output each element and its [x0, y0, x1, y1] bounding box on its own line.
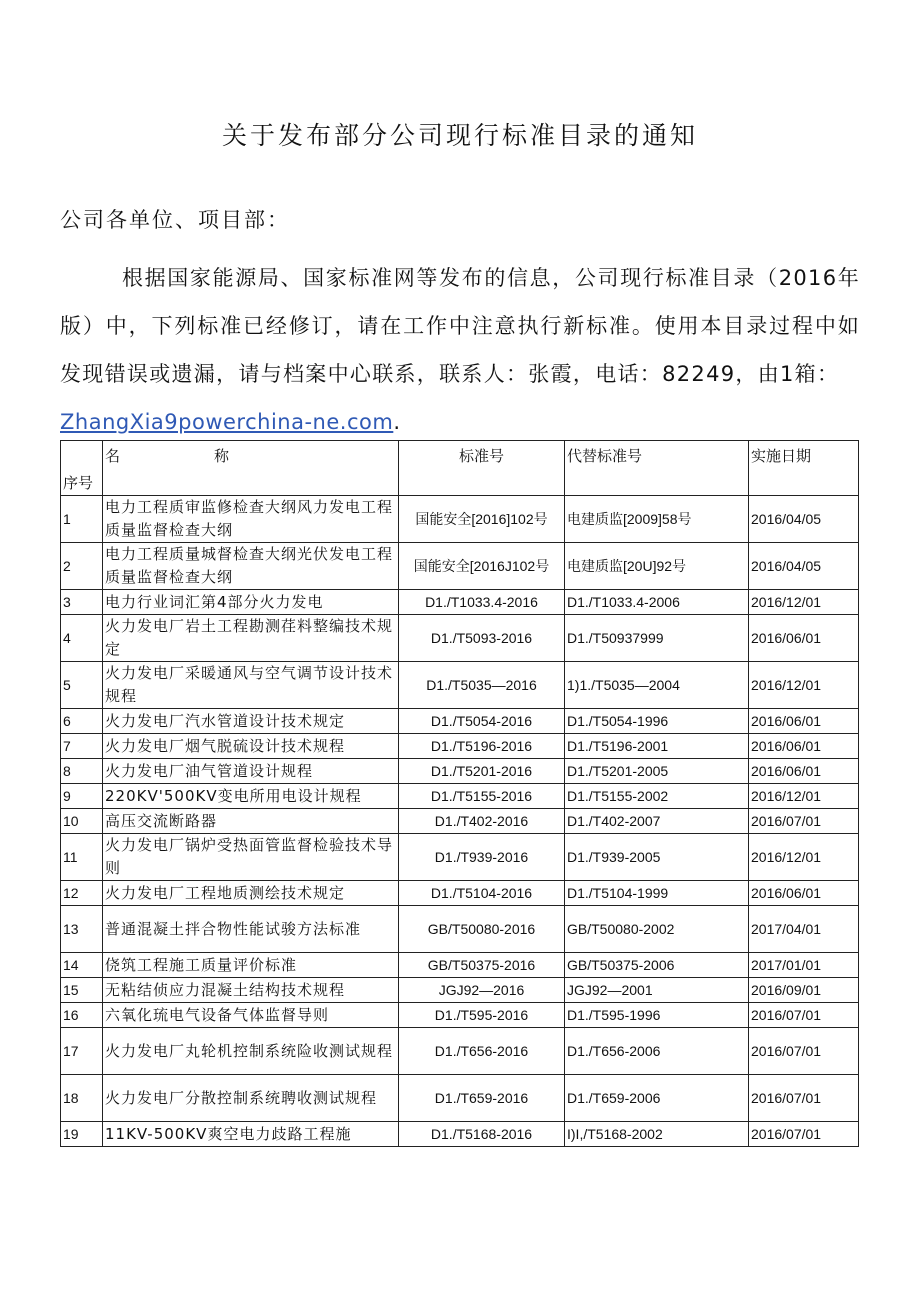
cell-name: 火力发电厂汽水管道设计技术规定	[103, 709, 399, 734]
cell-effective-date: 2016/12/01	[749, 590, 859, 615]
cell-name: 电力行业词汇第4部分火力发电	[103, 590, 399, 615]
cell-effective-date: 2016/09/01	[749, 978, 859, 1003]
cell-standard-no: D1./T5104-2016	[399, 881, 565, 906]
table-row	[61, 1075, 859, 1122]
cell-seq: 15	[61, 978, 103, 1003]
standards-table	[60, 440, 859, 1147]
cell-name: 侥筑工程施工质量评价标准	[103, 953, 399, 978]
cell-name: 普通混凝土拌合物性能试骏方法标准	[103, 906, 399, 953]
cell-effective-date: 2016/07/01	[749, 809, 859, 834]
cell-seq: 12	[61, 881, 103, 906]
cell-replaced-no: D1./T5196-2001	[565, 734, 749, 759]
cell-standard-no: D1./T5155-2016	[399, 784, 565, 809]
cell-replaced-no: JGJ92—2001	[565, 978, 749, 1003]
cell-replaced-no: D1./T1033.4-2006	[565, 590, 749, 615]
cell-seq: 5	[61, 662, 103, 709]
table-header-row	[61, 441, 859, 496]
table-row	[61, 1003, 859, 1028]
table-row	[61, 881, 859, 906]
cell-effective-date: 2016/12/01	[749, 784, 859, 809]
cell-effective-date: 2016/12/01	[749, 834, 859, 881]
cell-name: 无粘结侦应力混凝土结构技术规程	[103, 978, 399, 1003]
cell-seq: 7	[61, 734, 103, 759]
cell-name: 火力发电厂丸轮机控制系统险收测试规程	[103, 1028, 399, 1075]
notice-text: 根据国家能源局、国家标准网等发布的信息，公司现行标准目录（2016年版）中，下列标准已经修订，请在工作中注意执行新标准。使用本目录过程中如发现错误或遗漏，请与档案中心联系，联系人：张霞，电话：82249，由1箱：	[60, 266, 860, 386]
cell-name: 火力发电厂油气管道设计规程	[103, 759, 399, 784]
cell-effective-date: 2016/06/01	[749, 734, 859, 759]
cell-seq: 6	[61, 709, 103, 734]
header-name	[103, 441, 399, 496]
cell-standard-no: D1./T402-2016	[399, 809, 565, 834]
cell-name: 火力发电厂岩土工程勘测荏料整编技术规定	[103, 615, 399, 662]
cell-seq: 16	[61, 1003, 103, 1028]
cell-replaced-no: D1./T402-2007	[565, 809, 749, 834]
cell-standard-no: D1./T5196-2016	[399, 734, 565, 759]
table-row	[61, 906, 859, 953]
cell-standard-no: GB/T50080-2016	[399, 906, 565, 953]
table-row	[61, 662, 859, 709]
table-row	[61, 1122, 859, 1147]
cell-replaced-no: D1./T656-2006	[565, 1028, 749, 1075]
header-name-part-2: 称	[214, 447, 230, 465]
cell-name: 11KV-500KV爽空电力歧路工程施	[103, 1122, 399, 1147]
cell-replaced-no: D1./T5201-2005	[565, 759, 749, 784]
cell-name: 火力发电厂分散控制系统聘收测试规程	[103, 1075, 399, 1122]
cell-replaced-no: GB/T50080-2002	[565, 906, 749, 953]
cell-seq: 4	[61, 615, 103, 662]
cell-effective-date: 2017/04/01	[749, 906, 859, 953]
cell-effective-date: 2016/06/01	[749, 709, 859, 734]
cell-effective-date: 2016/07/01	[749, 1028, 859, 1075]
cell-standard-no: D1./T939-2016	[399, 834, 565, 881]
header-replaced-no: 代替标准号	[565, 441, 749, 496]
table-row	[61, 978, 859, 1003]
cell-name: 电力工程质审监修检查大纲风力发电工程质量监督检查大纲	[103, 496, 399, 543]
notice-paragraph	[60, 254, 860, 446]
table-row	[61, 496, 859, 543]
cell-name: 火力发电厂烟气脱硫设计技术规程	[103, 734, 399, 759]
table-row	[61, 784, 859, 809]
table-row	[61, 759, 859, 784]
cell-replaced-no: D1./T5155-2002	[565, 784, 749, 809]
cell-standard-no: D1./T5201-2016	[399, 759, 565, 784]
cell-standard-no: D1./T1033.4-2016	[399, 590, 565, 615]
cell-replaced-no: D1./T939-2005	[565, 834, 749, 881]
document-title: 关于发布部分公司现行标准目录的通知	[221, 121, 698, 150]
cell-replaced-no: D1./T595-1996	[565, 1003, 749, 1028]
cell-replaced-no: I)I,/T5168-2002	[565, 1122, 749, 1147]
header-name-part-1: 名	[105, 447, 121, 465]
cell-name: 火力发电厂锅炉受热面管监督检验技术导则	[103, 834, 399, 881]
cell-standard-no: D1./T656-2016	[399, 1028, 565, 1075]
cell-seq: 9	[61, 784, 103, 809]
cell-effective-date: 2016/07/01	[749, 1003, 859, 1028]
cell-standard-no: 国能安全[2016]102号	[399, 496, 565, 543]
cell-effective-date: 2016/07/01	[749, 1122, 859, 1147]
cell-standard-no: JGJ92—2016	[399, 978, 565, 1003]
cell-seq: 13	[61, 906, 103, 953]
header-seq: 序号	[61, 441, 103, 496]
cell-effective-date: 2016/06/01	[749, 881, 859, 906]
cell-seq: 3	[61, 590, 103, 615]
email-suffix: .	[393, 410, 402, 434]
cell-replaced-no: D1./T5104-1999	[565, 881, 749, 906]
cell-name: 火力发电厂采暖通风与空气调节设计技术规程	[103, 662, 399, 709]
cell-replaced-no: 1)1./T5035—2004	[565, 662, 749, 709]
cell-seq: 11	[61, 834, 103, 881]
cell-standard-no: D1./T595-2016	[399, 1003, 565, 1028]
cell-name: 电力工程质量城督检查大纲光伏发电工程质量监督检查大纲	[103, 543, 399, 590]
table-row	[61, 734, 859, 759]
contact-email-link[interactable]: ZhangXia9powerchina-ne.com	[60, 410, 394, 434]
cell-replaced-no: GB/T50375-2006	[565, 953, 749, 978]
table-row	[61, 1028, 859, 1075]
cell-seq: 19	[61, 1122, 103, 1147]
table-row	[61, 953, 859, 978]
table-row	[61, 543, 859, 590]
cell-standard-no: 国能安全[2016J102号	[399, 543, 565, 590]
cell-replaced-no: D1./T659-2006	[565, 1075, 749, 1122]
table-row	[61, 834, 859, 881]
cell-replaced-no: 电建质监[2009]58号	[565, 496, 749, 543]
cell-standard-no: D1./T5168-2016	[399, 1122, 565, 1147]
cell-name: 220KV'500KV变电所用电设计规程	[103, 784, 399, 809]
table-row	[61, 709, 859, 734]
cell-effective-date: 2017/01/01	[749, 953, 859, 978]
cell-seq: 1	[61, 496, 103, 543]
table-row	[61, 615, 859, 662]
greeting: 公司各单位、项目部：	[60, 208, 290, 232]
cell-standard-no: D1./T5035—2016	[399, 662, 565, 709]
cell-seq: 14	[61, 953, 103, 978]
header-effective-date: 实施日期	[749, 441, 859, 496]
cell-standard-no: D1./T5054-2016	[399, 709, 565, 734]
cell-seq: 8	[61, 759, 103, 784]
cell-name: 六氧化琉电气设备气体监督导则	[103, 1003, 399, 1028]
cell-effective-date: 2016/07/01	[749, 1075, 859, 1122]
table-row	[61, 809, 859, 834]
cell-replaced-no: 电建质监[20U]92号	[565, 543, 749, 590]
cell-effective-date: 2016/04/05	[749, 543, 859, 590]
cell-effective-date: 2016/12/01	[749, 662, 859, 709]
cell-seq: 10	[61, 809, 103, 834]
cell-seq: 2	[61, 543, 103, 590]
cell-effective-date: 2016/06/01	[749, 615, 859, 662]
cell-name: 高压交流断路器	[103, 809, 399, 834]
cell-replaced-no: D1./T50937999	[565, 615, 749, 662]
table-row	[61, 590, 859, 615]
header-standard-no: 标准号	[399, 441, 565, 496]
cell-seq: 18	[61, 1075, 103, 1122]
cell-replaced-no: D1./T5054-1996	[565, 709, 749, 734]
cell-effective-date: 2016/06/01	[749, 759, 859, 784]
cell-effective-date: 2016/04/05	[749, 496, 859, 543]
cell-standard-no: GB/T50375-2016	[399, 953, 565, 978]
cell-seq: 17	[61, 1028, 103, 1075]
cell-standard-no: D1./T5093-2016	[399, 615, 565, 662]
cell-standard-no: D1./T659-2016	[399, 1075, 565, 1122]
cell-name: 火力发电厂工程地质测绘技术规定	[103, 881, 399, 906]
